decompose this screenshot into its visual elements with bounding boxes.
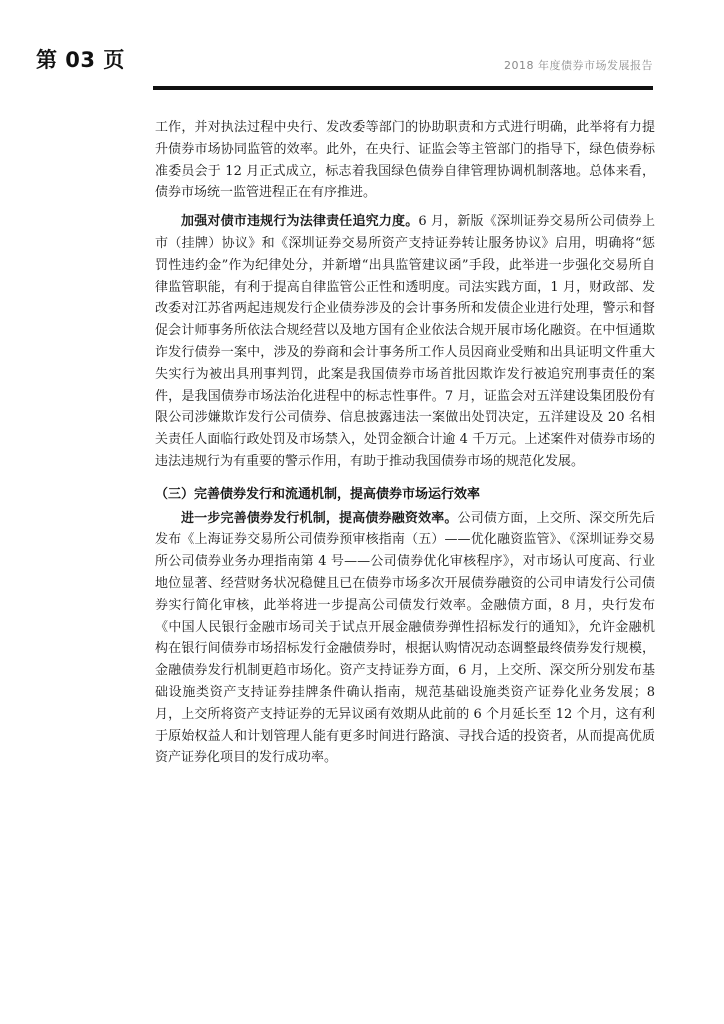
paragraph-issuance-mechanism xyxy=(155,508,655,770)
paragraph-lead-heading: 进一步完善债券发行机制，提高债券融资效率。 xyxy=(181,510,458,526)
paragraph-continued: 工作，并对执法过程中央行、发改委等部门的协助职责和方式进行明确，此举将有力提升债券市场协同监管的效率。此外，在央行、证监会等主管部门的指导下，绿色债券标准委员会于 12 月正式成立，标志着我国绿色债券自律管理协调机制落地。总体来看，债券市场统一监管进程正在有序推进。 xyxy=(155,120,655,201)
paragraph-text: 6 月，新版《深圳证券交易所公司债券上市（挂牌）协议》和《深圳证券交易所资产支持证券转让服务协议》启用，明确将“惩罚性违约金”作为纪律处分，并新增“出具监管建议函”手段，此举进一步强化交易所自律监管职能，有利于提高自律监管公正性和透明度。司法实践方面，1 月，财政部、发改委对江苏省两起违规发行企业债券涉及的会计事务所和发债企业进行处理，警示和督促会计师事务所依法合规经营以及地方国有企业依法合规开展市场化融资。在中恒通欺诈发行债券一案中，涉及的券商和会计事务所工作人员因商业受贿和出具证明文件重大失实行为被出具刑事判罚，此案是我国债券市场首批因欺诈发行被追究刑事责任的案件，是我国债券市场法治化进程中的标志性事件。7 月，证监会对五洋建设集团股份有限公司涉嫌欺诈发行公司债券、信息披露违法一案做出处罚决定，五洋建设及 20 名相关责任人面临行政处罚及市场禁入，处罚金额合计逾 4 千万元。上述案件对债券市场的违法违规行为有重要的警示作用，有助于推动我国债券市场的规范化发展。 xyxy=(155,214,655,469)
header-divider xyxy=(153,86,653,90)
report-title: 2018 年度债券市场发展报告 xyxy=(504,59,653,72)
body-content xyxy=(155,117,655,769)
paragraph-text: 公司债方面，上交所、深交所先后发布《上海证券交易所公司债券预审核指南（五）——优化融资监管》、《深圳证券交易所公司债券业务办理指南第 4 号——公司债券优化审核程序》，对市场认可度高、行业地位显著、经营财务状况稳健且已在债券市场多次开展债券融资的公司申请发行公司债券实行简化审核，此举将进一步提高公司债发行效率。金融债方面，8 月，央行发布《中国人民银行金融市场司关于试点开展金融债券弹性招标发行的通知》，允许金融机构在银行间债券市场招标发行金融债券时，根据认购情况动态调整最终债券发行规模，金融债券发行机制更趋市场化。资产支持证券方面，6 月，上交所、深交所分别发布基础设施类资产支持证券挂牌条件确认指南，规范基础设施类资产证券化业务发展；8 月，上交所将资产支持证券的无异议函有效期从此前的 6 个月延长至 12 个月，这有利于原始权益人和计划管理人能有更多时间进行路演、寻找合适的投资者，从而提高优质资产证券化项目的发行成功率。 xyxy=(155,510,655,766)
page-number: 第 03 页 xyxy=(36,48,125,72)
paragraph-lead-heading: 加强对债市违规行为法律责任追究力度。 xyxy=(181,214,419,230)
paragraph-legal-liability xyxy=(155,211,655,473)
section-heading: （三）完善债券发行和流通机制，提高债券市场运行效率 xyxy=(155,486,481,502)
